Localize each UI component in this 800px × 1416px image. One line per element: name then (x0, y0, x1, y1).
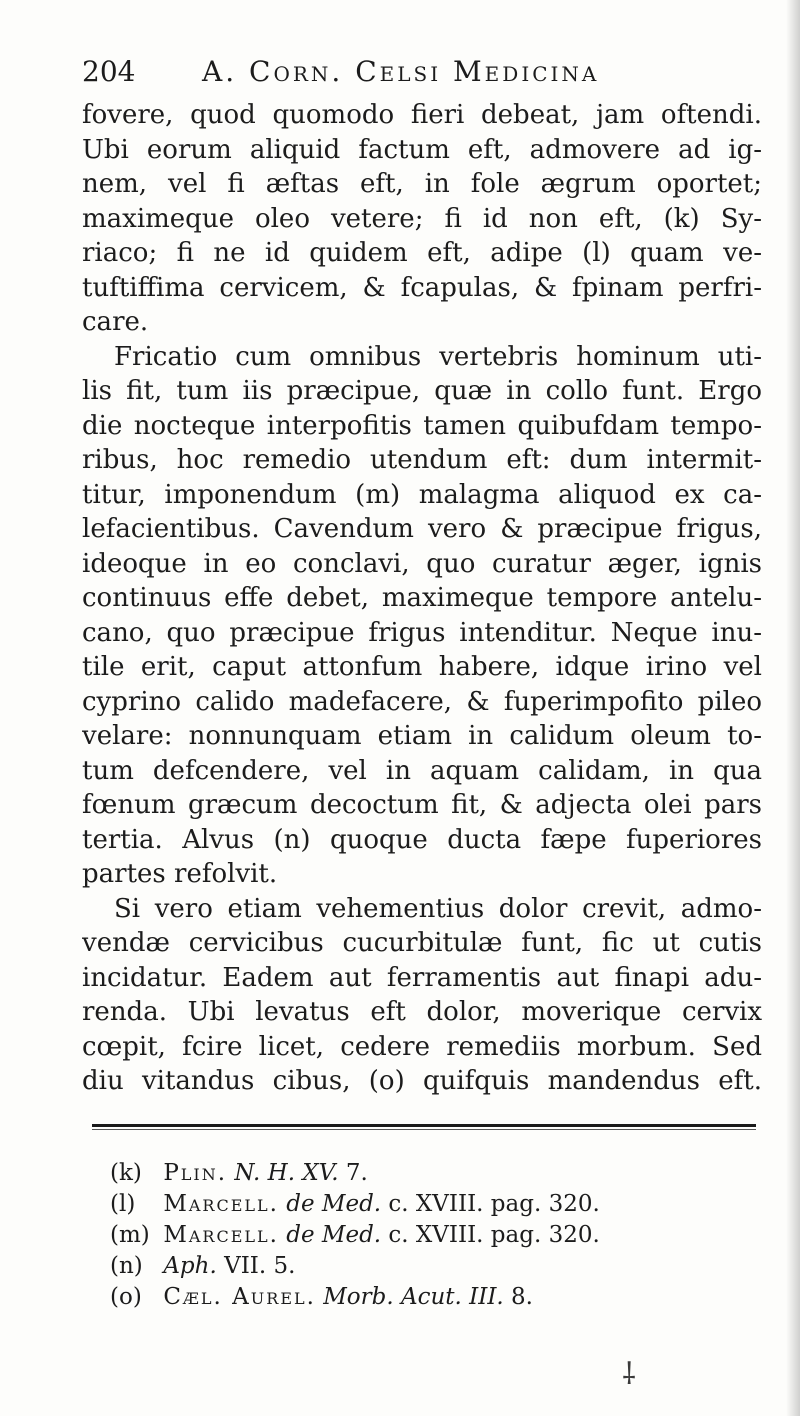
page-edge-shadow (786, 0, 800, 1416)
running-header (82, 55, 702, 95)
text-line: cyprino calido madefacere, & fuperimpofito pileo (82, 686, 762, 717)
footnote-title: N. H. XV. (234, 1160, 339, 1186)
text-line: titur, imponendum (m) malagma aliquod ex ca- (82, 479, 762, 510)
text-line: cœpit, fcire licet, cedere remediis morbum. Sed (82, 1031, 762, 1062)
text-line: diu vitandus cibus, (o) quifquis mandendus eft. (82, 1066, 762, 1096)
footnote-title: Aph. (163, 1253, 217, 1279)
footnote-divider (92, 1124, 756, 1127)
footnote-ref: 7. (345, 1160, 368, 1186)
text-line: nem, vel fi æftas eft, in fole ægrum oportet; (82, 169, 762, 199)
footnote-ref: 8. (511, 1284, 533, 1310)
footnote-title: Morb. Acut. III. (323, 1284, 504, 1310)
footnote-mark: (n) (110, 1253, 143, 1279)
ornament-mark: ⸸ (622, 1357, 637, 1392)
text-line: ideoque in eo conclavi, quo curatur æger, ignis (82, 548, 762, 579)
text-line: lis fit, tum iis præcipue, quæ in collo funt. Ergo (82, 376, 762, 406)
text-line: lefacientibus. Cavendum vero & præcipue frigus, (82, 514, 762, 544)
footnote-author: Marcell. (163, 1191, 279, 1217)
footnote (110, 1158, 730, 1189)
footnotes (110, 1158, 730, 1313)
body-text (82, 98, 762, 1099)
text-line: continuus effe debet, maximeque tempore antelu- (82, 583, 762, 613)
footnote-ref: c. XVIII. pag. 320. (388, 1191, 600, 1217)
footnote (110, 1189, 730, 1220)
footnote (110, 1220, 730, 1251)
footnote (110, 1282, 730, 1313)
text-line: Si vero etiam vehementius dolor crevit, admo- (114, 893, 762, 924)
footnote-author: Cæl. Aurel. (163, 1284, 316, 1310)
text-line: tum defcendere, vel in aquam calidam, in qua (82, 755, 762, 786)
text-line: tertia. Alvus (n) quoque ducta fæpe fuperiores (82, 824, 762, 855)
text-line: Ubi eorum aliquid factum eft, admovere ad ig- (82, 134, 762, 165)
text-line: incidatur. Eadem aut ferramentis aut finapi adu- (82, 962, 762, 993)
footnote-author: Marcell. (163, 1222, 279, 1248)
text-line: care. (82, 307, 149, 337)
text-line: ribus, hoc remedio utendum eft: dum intermit- (82, 445, 762, 475)
page-number: 204 (82, 55, 136, 88)
footnote-mark: (m) (110, 1222, 150, 1248)
footnote-ref: VII. 5. (224, 1253, 296, 1279)
text-line: Fricatio cum omnibus vertebris hominum uti- (114, 341, 762, 372)
text-line: cano, quo præcipue frigus intenditur. Neque inu- (82, 617, 762, 648)
footnote-title: de Med. (286, 1222, 382, 1248)
text-line: velare: nonnunquam etiam in calidum oleum to- (82, 721, 762, 751)
text-line: maximeque oleo vetere; fi id non eft, (k) Sy- (82, 203, 762, 234)
footnote (110, 1251, 730, 1282)
footnote-author: Plin. (163, 1160, 228, 1186)
text-line: tile erit, caput attonfum habere, idque irino vel (82, 652, 762, 682)
text-line: partes refolvit. (82, 859, 278, 889)
text-line: riaco; fi ne id quidem eft, adipe (l) quam ve- (82, 238, 762, 268)
footnote-mark: (o) (110, 1284, 142, 1310)
footnote-mark: (l) (110, 1191, 136, 1217)
running-title: A. Corn. Celsi Medicina (202, 55, 600, 88)
text-line: vendæ cervicibus cucurbitulæ funt, fic ut cutis (82, 928, 762, 958)
text-line: die nocteque interpofitis tamen quibufdam tempo- (82, 410, 762, 441)
text-line: fœnum græcum decoctum fit, & adjecta olei pars (82, 790, 762, 820)
footnote-mark: (k) (110, 1160, 142, 1186)
text-line: tuftiffima cervicem, & fcapulas, & fpinam perfri- (82, 272, 762, 303)
footnote-title: de Med. (286, 1191, 382, 1217)
footnote-ref: c. XVIII. pag. 320. (388, 1222, 600, 1248)
footnote-divider-thin (92, 1129, 756, 1130)
text-line: fovere, quod quomodo fieri debeat, jam oftendi. (82, 100, 762, 130)
text-line: renda. Ubi levatus eft dolor, moverique cervix (82, 997, 762, 1027)
